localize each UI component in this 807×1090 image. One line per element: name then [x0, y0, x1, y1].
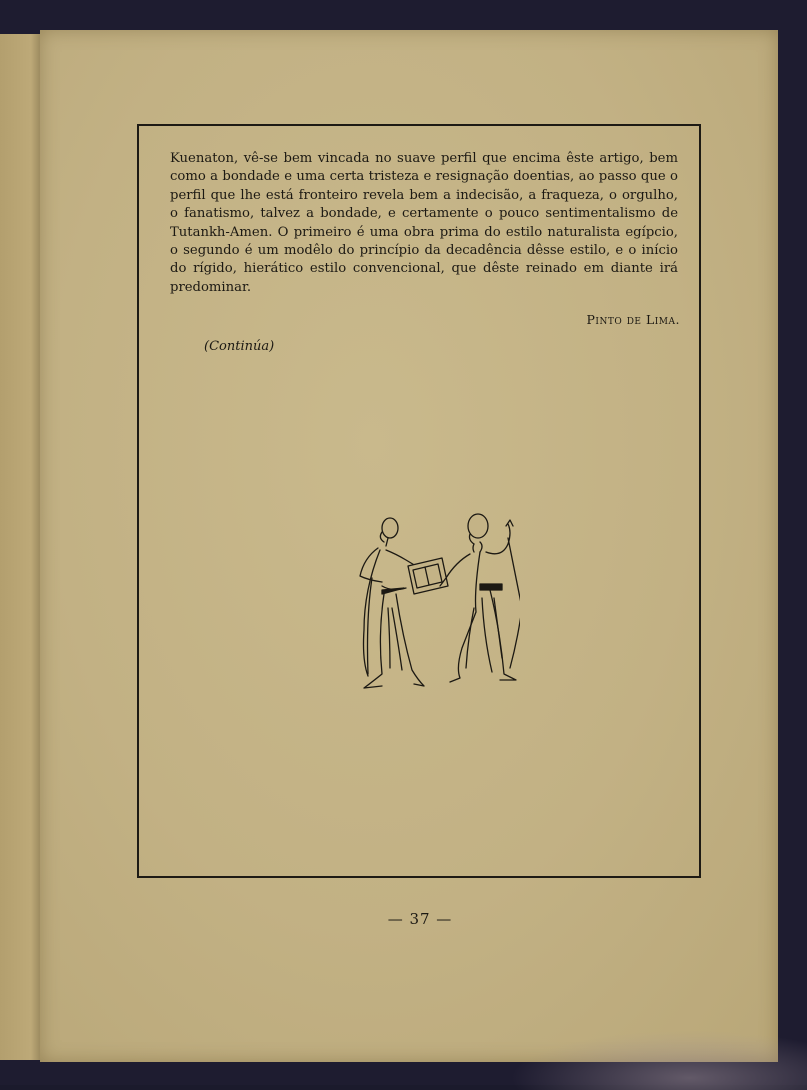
author-signature: Pinto de Lima.: [586, 312, 680, 327]
tablet: [408, 558, 448, 594]
previous-page-edge: [0, 34, 44, 1060]
right-figure: [440, 514, 520, 682]
book-page: [40, 30, 778, 1062]
two-figures-illustration-icon: [330, 508, 520, 698]
continued-note: (Continúa): [204, 339, 275, 354]
body-paragraph: Kuenaton, vê-se bem vincada no suave perfil que encima êste artigo, bem como a bondade e uma certa tristeza e resignação doentias, ao passo que o perfil que lhe está fronteiro revela bem a indecisão, a fraqueza, o orgulho, o fanatismo, talvez a bondade, e certamente o pouco sentimentalismo de Tutankh-Amen. O primeiro é uma obra prima do estilo naturalista egípcio, o segundo é um modêlo do princípio da decadência dêsse estilo, e o início do rígido, hierático estilo convencional, que dêste reinado em diante irá predominar.: [170, 151, 678, 295]
left-figure: [360, 518, 424, 688]
page-number: — 37 —: [387, 910, 453, 928]
page-stain: [510, 1030, 807, 1090]
